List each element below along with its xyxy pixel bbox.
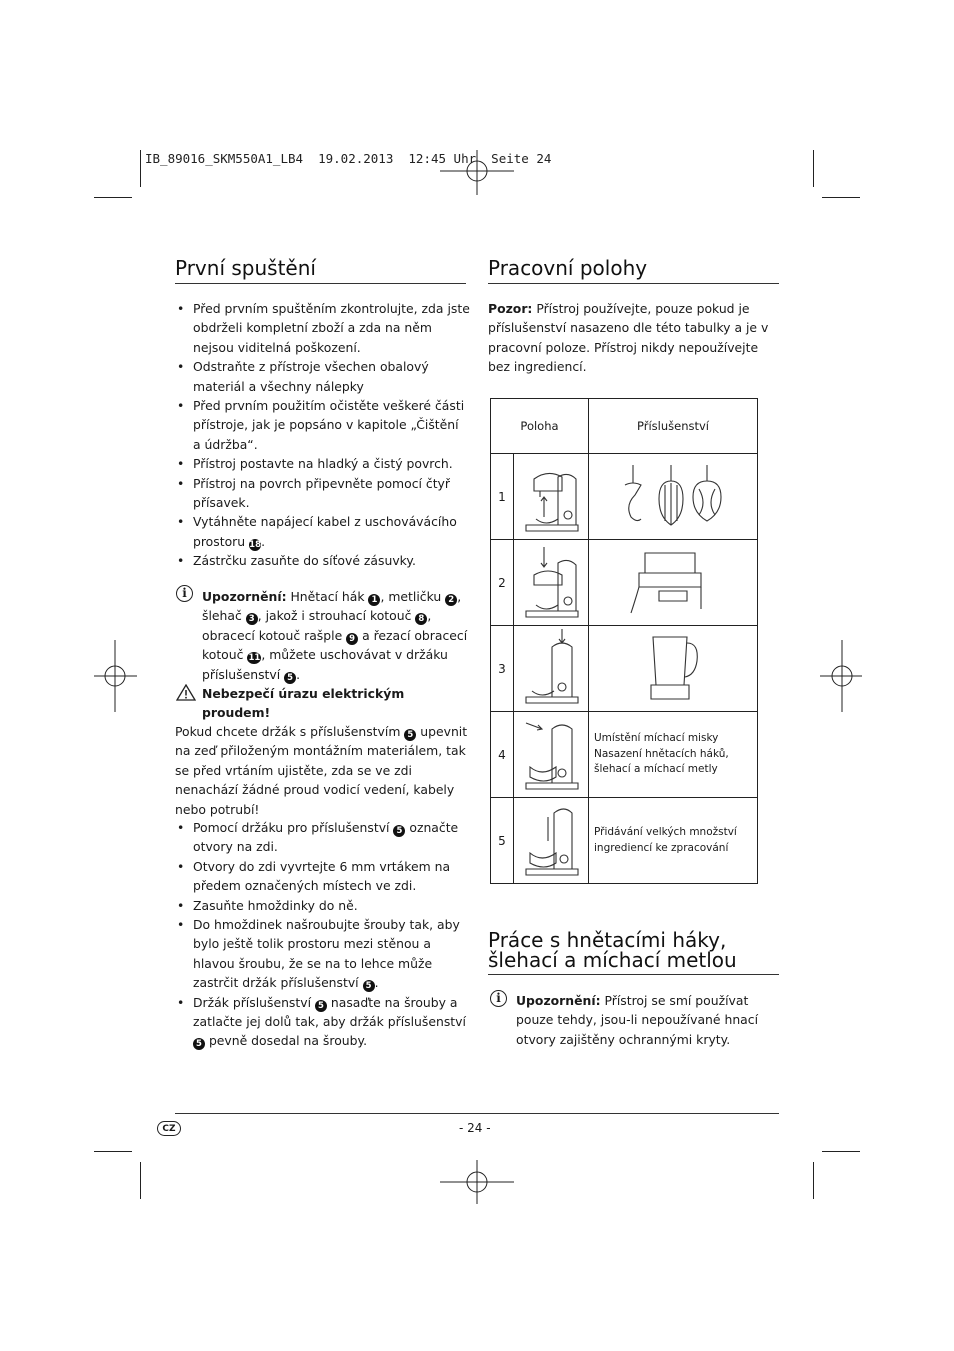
info-icon: i (176, 585, 193, 602)
storage-note: Upozornění: Hnětací hák 1 , metličku 2 , šlehač 3 , jakož i strouhací kotouč 8 , obracecí kotouč rašple 9 a řezací obracecí kotouč 11, můžete uschovávat v držáku příslušenství 5 . (202, 589, 468, 683)
mixer-head-up-icon (514, 454, 589, 540)
mixer-filling-position-icon (514, 798, 589, 884)
table-row: 2 (491, 540, 758, 626)
table-header-accessory: Příslušenství (589, 399, 758, 454)
list-item: • Zasuňte hmoždinky do ně. (175, 896, 470, 915)
section-title-working-positions: Pracovní polohy (488, 256, 648, 280)
table-row: 3 (491, 626, 758, 712)
list-item: • Držák příslušenství 5 nasaďte na šrouby a zatlačte jej dolů tak, aby držák příslušenství 5 pevně dosedal na šrouby. (175, 993, 470, 1051)
list-item: • Zástrčku zasuňte do síťové zásuvky. (175, 551, 470, 570)
warning-text: Pokud chcete držák s příslušenstvím 5 upevnit na zeď přiloženým montážním materiálem, tak se před vrtáním ujistěte, zda se ve zdi nenachází žádné proud vodicí vedení, kabely nebo potrubí! (175, 724, 468, 817)
blender-jug-icon (589, 627, 753, 707)
warning-triangle-icon (176, 684, 196, 701)
accessory-cell (589, 626, 758, 712)
caution-text: Pozor: Přístroj používejte, pouze pokud je příslušenství nasazeno dle této tabulky a je v pracovní poloze. Přístroj nikdy nepoužívejte bez ingrediencí. (488, 301, 769, 375)
language-badge: CZ (157, 1121, 181, 1136)
table-header-position: Poloha (491, 399, 589, 454)
title-rule (488, 283, 779, 284)
print-header: IB_89016_SKM550A1_LB4 19.02.2013 12:45 Uhr Seite 24 (145, 151, 552, 166)
table-row: 5 Přidávání velkých množství ingrediencí ke zpracování (491, 798, 758, 884)
table-row: 1 (491, 454, 758, 540)
hook-whisk-beater-icon (589, 455, 753, 535)
info-icon: i (490, 990, 507, 1007)
mixer-blender-position-icon (514, 626, 589, 712)
first-use-list (175, 299, 470, 571)
wall-mount-list (175, 818, 470, 1051)
accessory-cell: Umístění míchací misky Nasazení hnětacích háků, šlehací a míchací metly (589, 712, 758, 798)
list-item: • Vytáhněte napájecí kabel z uschovávácího prostoru 18. (175, 512, 470, 551)
positions-table (490, 398, 758, 884)
accessory-cell (589, 454, 758, 540)
list-item: • Před prvním spuštěním zkontrolujte, zda jste obdrželi kompletní zboží a zda na něm nejsou viditelná poškození. (175, 299, 470, 357)
title-rule (175, 283, 466, 284)
list-item: • Do hmoždinek našroubujte šrouby tak, aby bylo ještě tolik prostoru mezi stěnou a hlavou šroubu, že se na to lehce může zastrčit držák příslušenství 5 . (175, 915, 470, 993)
marker-18: 18 (249, 539, 261, 550)
mixer-head-down-icon (514, 540, 589, 626)
section-title-hooks-whisks: Práce s hnětacími háky, šlehací a míchací metlou (488, 928, 737, 972)
warning-title: Nebezpečí úrazu elektrickým proudem! (202, 686, 405, 721)
accessory-cell: Přidávání velkých množství ingrediencí ke zpracování (589, 798, 758, 884)
list-item: • Přístroj postavte na hladký a čistý povrch. (175, 454, 470, 473)
mixer-bowl-position-icon (514, 712, 589, 798)
hooks-note: Upozornění: Přístroj se smí používat pouze tehdy, jsou-li nepoužívané hnací otvory zajištěny ochrannými kryty. (516, 993, 759, 1047)
footer-rule (175, 1113, 779, 1114)
accessory-cell (589, 540, 758, 626)
list-item: • Odstraňte z přístroje všechen obalový materiál a všechny nálepky (175, 357, 470, 396)
page-number: - 24 - (459, 1121, 491, 1135)
list-item: • Před prvním použitím očistěte veškeré části přístroje, jak je popsáno v kapitole „Čištění a údržba“. (175, 396, 470, 454)
list-item: • Pomocí držáku pro příslušenství 5 označte otvory na zdi. (175, 818, 470, 857)
food-processor-attachment-icon (589, 541, 753, 621)
list-item: • Otvory do zdi vyvrtejte 6 mm vrtákem na předem označených místech ve zdi. (175, 857, 470, 896)
title-rule (488, 974, 779, 975)
list-item: • Přístroj na povrch připevněte pomocí čtyř přísavek. (175, 474, 470, 513)
section-title-first-use: První spuštění (175, 256, 316, 280)
table-row: 4 Umístění míchací misky Nasazení hnětacích háků, šlehací a míchací metly (491, 712, 758, 798)
